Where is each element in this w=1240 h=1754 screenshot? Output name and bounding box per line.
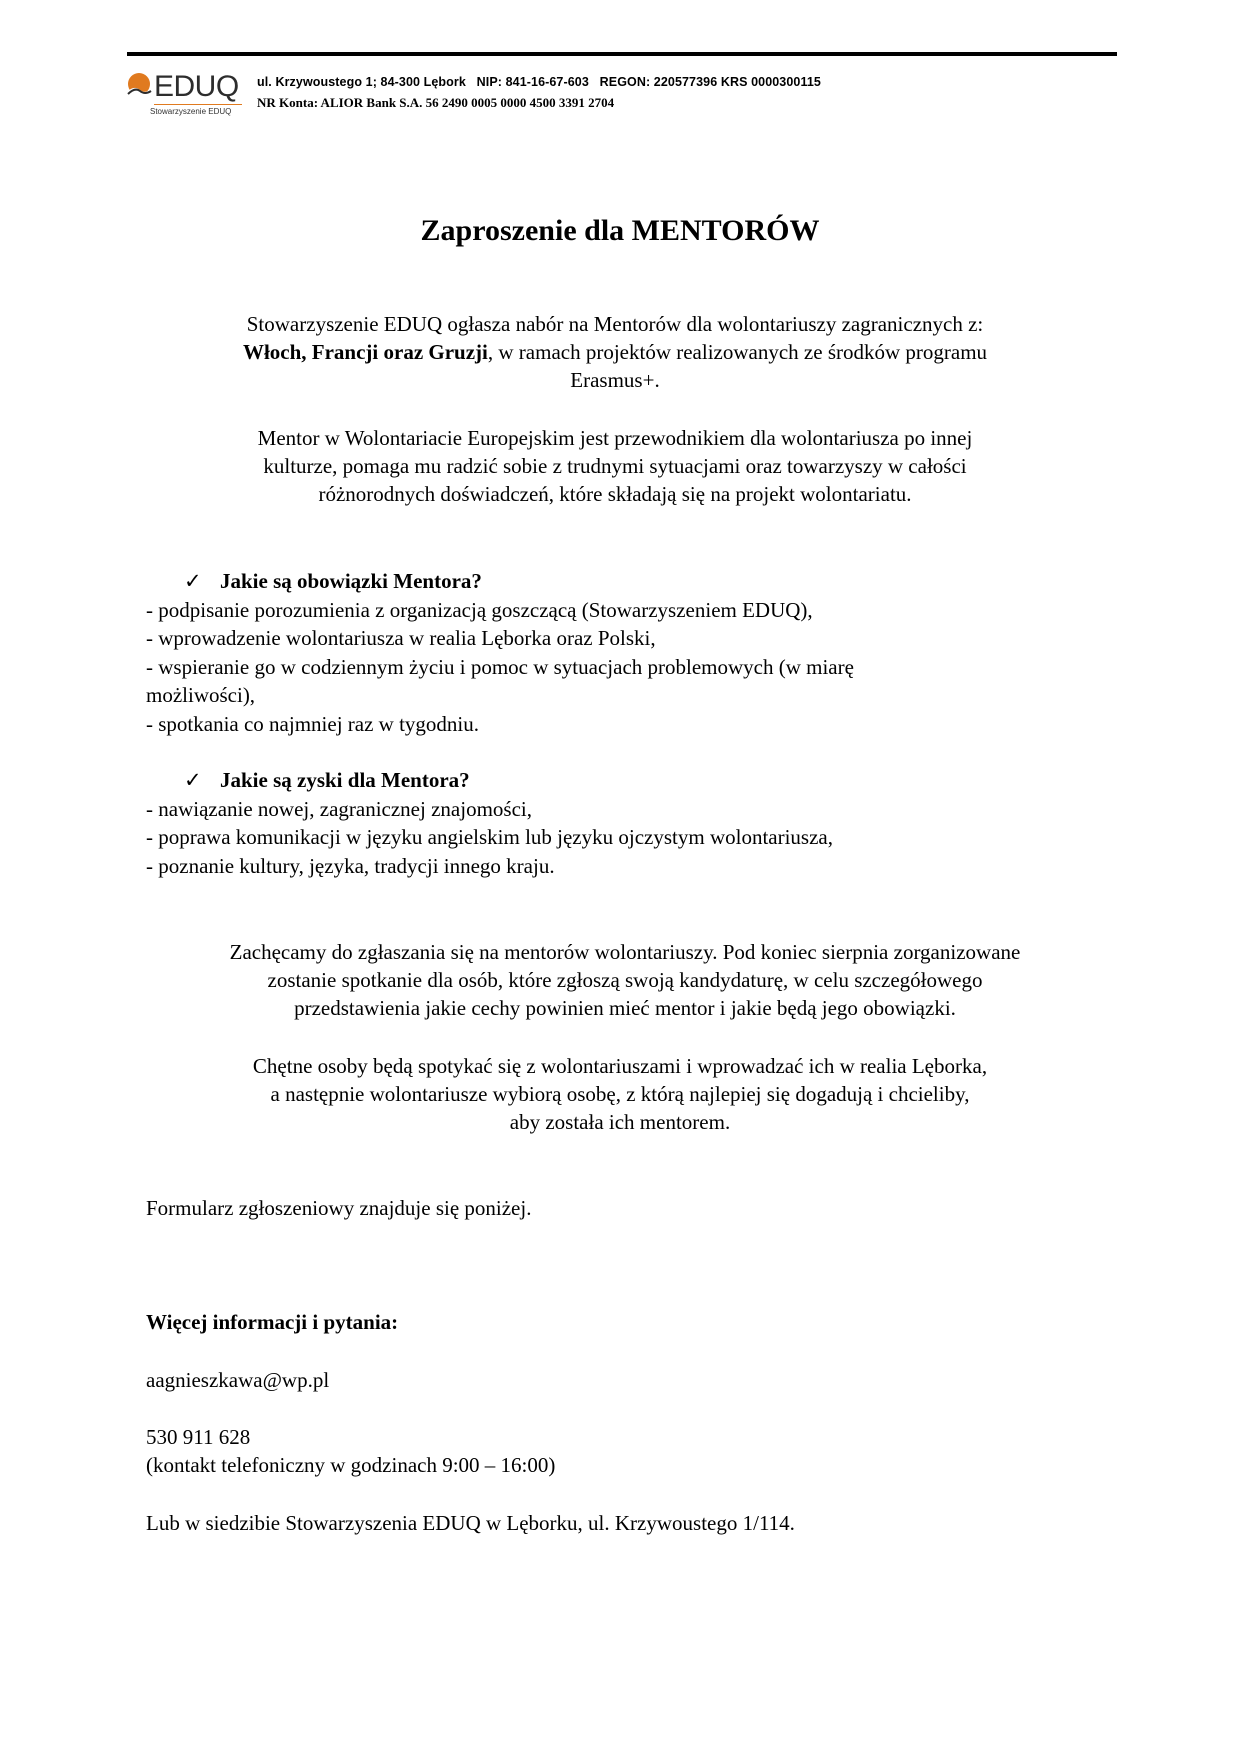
- sun-over-hill-icon: [126, 72, 152, 98]
- intro-paragraph: [120, 310, 1110, 394]
- check-icon: ✓: [184, 569, 202, 593]
- intro-line-rest: , w ramach projektów realizowanych ze środków programu: [487, 340, 988, 364]
- contact-email[interactable]: aagnieszkawa@wp.pl: [146, 1368, 330, 1392]
- benefits-heading-text: Jakie są zyski dla Mentora?: [220, 768, 470, 792]
- meeting-paragraph: [125, 1052, 1115, 1136]
- duties-heading-text: Jakie są obowiązki Mentora?: [220, 569, 482, 593]
- intro-line: [120, 338, 1110, 366]
- list-item: możliwości),: [146, 683, 256, 707]
- logo-underline: [154, 104, 242, 105]
- description-paragraph: [120, 424, 1110, 508]
- meeting-line: a następnie wolontariusze wybiorą osobę, z którą najlepiej się dogadują i chcieliby,: [270, 1082, 970, 1106]
- header-rule: [127, 52, 1117, 56]
- contact-office: Lub w siedzibie Stowarzyszenia EDUQ w Lęborku, ul. Krzywoustego 1/114.: [146, 1511, 795, 1535]
- check-icon: ✓: [184, 768, 202, 792]
- description-line: różnorodnych doświadczeń, które składają się na projekt wolontariatu.: [318, 482, 912, 506]
- encourage-line: przedstawienia jakie cechy powinien mieć mentor i jakie będą jego obowiązki.: [294, 996, 956, 1020]
- encourage-line: zostanie spotkanie dla osób, które zgłoszą swoją kandydaturę, w celu szczegółowego: [267, 968, 983, 992]
- duties-heading: [146, 567, 1106, 596]
- list-item: - spotkania co najmniej raz w tygodniu.: [146, 711, 479, 736]
- duties-section: [146, 567, 1106, 738]
- meeting-line: aby została ich mentorem.: [509, 1110, 731, 1134]
- list-item: - poznanie kultury, języka, tradycji innego kraju.: [146, 853, 555, 878]
- meeting-line: Chętne osoby będą spotykać się z wolontariuszami i wprowadzać ich w realia Lęborka,: [252, 1054, 988, 1078]
- intro-line: Stowarzyszenie EDUQ ogłasza nabór na Mentorów dla wolontariuszy zagranicznych z:: [246, 312, 984, 336]
- form-note: Formularz zgłoszeniowy znajduje się poniżej.: [146, 1196, 532, 1220]
- logo-subtitle: Stowarzyszenie EDUQ: [150, 107, 232, 116]
- encourage-paragraph: [125, 938, 1125, 1022]
- header-address: ul. Krzywoustego 1; 84-300 Lębork NIP: 841-16-67-603 REGON: 220577396 KRS 0000300115: [257, 75, 821, 89]
- contact-heading: Więcej informacji i pytania:: [146, 1310, 399, 1334]
- contact-phone[interactable]: 530 911 628: [146, 1425, 251, 1449]
- eduq-logo: [124, 70, 246, 120]
- intro-line: Erasmus+.: [570, 368, 660, 392]
- benefits-section: [146, 766, 1106, 880]
- benefits-heading: [146, 766, 1106, 795]
- header-bank-account: NR Konta: ALIOR Bank S.A. 56 2490 0005 0000 4500 3391 2704: [257, 95, 615, 110]
- page-title: Zaproszenie dla MENTORÓW: [420, 214, 820, 247]
- logo-brand: EDUQ: [154, 70, 239, 103]
- description-line: kulturze, pomaga mu radzić sobie z trudnymi sytuacjami oraz towarzyszy w całości: [263, 454, 967, 478]
- list-item: - wspieranie go w codziennym życiu i pomoc w sytuacjach problemowych (w miarę: [146, 654, 854, 679]
- description-line: Mentor w Wolontariacie Europejskim jest przewodnikiem dla wolontariusza po innej: [257, 426, 973, 450]
- encourage-line: Zachęcamy do zgłaszania się na mentorów wolontariuszy. Pod koniec sierpnia zorganizowane: [229, 940, 1021, 964]
- list-item: - poprawa komunikacji w języku angielskim lub języku ojczystym wolontariusza,: [146, 825, 833, 849]
- intro-countries: Włoch, Francji oraz Gruzji: [242, 340, 488, 364]
- list-item: - nawiązanie nowej, zagranicznej znajomości,: [146, 796, 532, 821]
- list-item: - wprowadzenie wolontariusza w realia Lęborka oraz Polski,: [146, 626, 656, 650]
- list-item: - podpisanie porozumienia z organizacją goszczącą (Stowarzyszeniem EDUQ),: [146, 597, 813, 622]
- contact-phone-hours: (kontakt telefoniczny w godzinach 9:00 – 16:00): [146, 1453, 556, 1477]
